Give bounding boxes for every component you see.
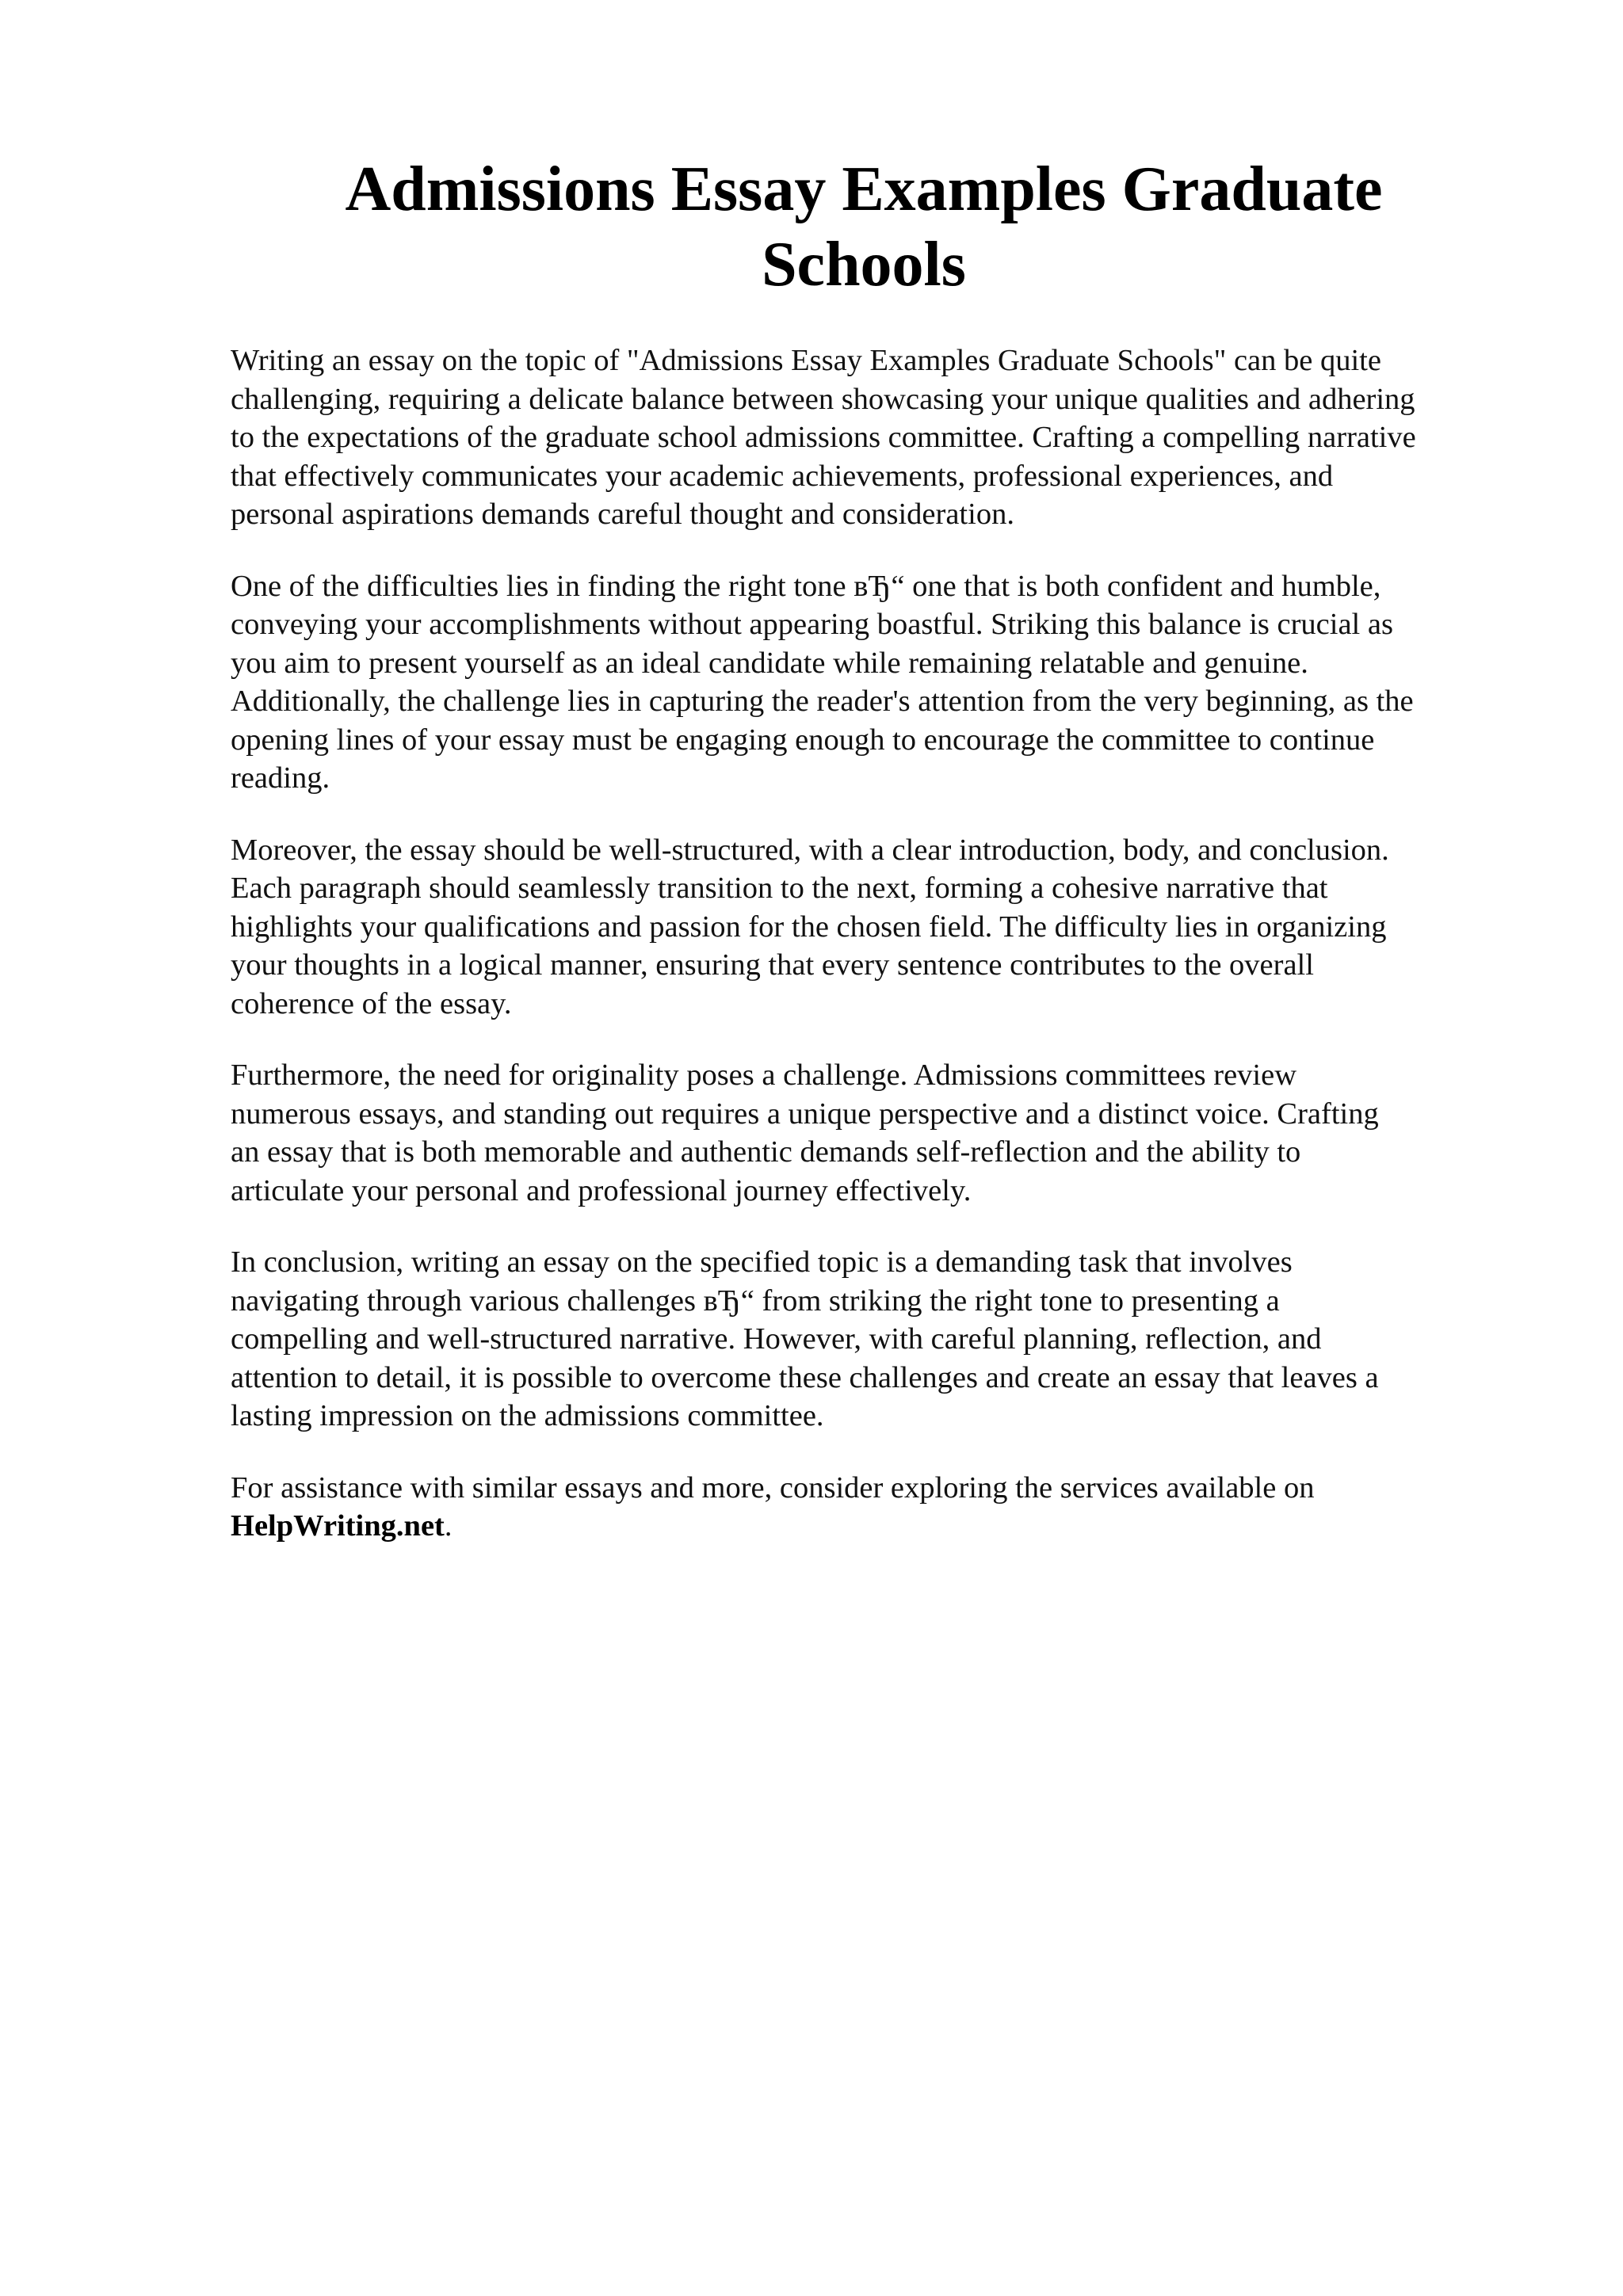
- text-line: One of the difficulties lies in finding the right tone вЂ“ one that is both confident and humble,: [231, 569, 1381, 603]
- essay-body: [231, 341, 1530, 1579]
- text-line: navigating through various challenges вЂ“ from striking the right tone to presenting a: [231, 1283, 1280, 1318]
- text-line: conveying your accomplishments without appearing boastful. Striking this balance is crucial as: [231, 608, 1393, 641]
- title-line: Schools: [762, 230, 966, 299]
- text-line: Writing an essay on the topic of "Admissions Essay Examples Graduate Schools" can be quite: [231, 344, 1381, 377]
- text-line: to the expectations of the graduate school admissions committee. Crafting a compelling narrative: [231, 421, 1416, 454]
- text-line: challenging, requiring a delicate balance between showcasing your unique qualities and adhering: [231, 382, 1415, 416]
- paragraph-conclusion: [231, 1243, 1530, 1436]
- text-line: Furthermore, the need for originality poses a challenge. Admissions committees review: [231, 1058, 1297, 1092]
- text-line: your thoughts in a logical manner, ensuring that every sentence contributes to the overall: [231, 948, 1314, 982]
- text-line: For assistance with similar essays and more, consider exploring the services available on: [231, 1470, 1315, 1505]
- text-line: numerous essays, and standing out requires a unique perspective and a distinct voice. Crafting: [231, 1097, 1379, 1131]
- paragraph-closing: [231, 1469, 1530, 1546]
- text-line: Moreover, the essay should be well-structured, with a clear introduction, body, and conclusion.: [231, 833, 1389, 867]
- closing-period: .: [444, 1509, 453, 1543]
- text-line: highlights your qualifications and passion for the chosen field. The difficulty lies in organizing: [231, 910, 1387, 944]
- title-line: Admissions Essay Examples Graduate: [345, 154, 1383, 224]
- text-line: an essay that is both memorable and authentic demands self-reflection and the ability to: [231, 1135, 1301, 1169]
- paragraph-intro: [231, 341, 1530, 534]
- text-line: personal aspirations demands careful thought and consideration.: [231, 498, 1014, 531]
- text-line: [231, 1507, 1530, 1546]
- text-line: compelling and well-structured narrative. However, with careful planning, reflection, and: [231, 1322, 1322, 1356]
- text-line: Each paragraph should seamlessly transition to the next, forming a cohesive narrative that: [231, 871, 1328, 905]
- paragraph-originality: [231, 1056, 1530, 1210]
- text-line: lasting impression on the admissions committee.: [231, 1399, 824, 1432]
- text-line: In conclusion, writing an essay on the specified topic is a demanding task that involves: [231, 1245, 1293, 1279]
- brand-name: HelpWriting.net: [231, 1509, 445, 1543]
- text-line: that effectively communicates your academic achievements, professional experiences, and: [231, 459, 1334, 493]
- paragraph-structure: [231, 831, 1530, 1024]
- text-line: coherence of the essay.: [231, 986, 512, 1020]
- text-line: Additionally, the challenge lies in capturing the reader's attention from the very beginning, as the: [231, 685, 1414, 718]
- text-line: opening lines of your essay must be engaging enough to encourage the committee to continue: [231, 723, 1375, 757]
- text-line: reading.: [231, 761, 330, 795]
- text-line: you aim to present yourself as an ideal candidate while remaining relatable and genuine.: [231, 646, 1308, 680]
- paragraph-tone: [231, 567, 1530, 798]
- page-title: [230, 152, 1498, 303]
- text-line: articulate your personal and professional journey effectively.: [231, 1173, 972, 1207]
- text-line: attention to detail, it is possible to overcome these challenges and create an essay that leaves a: [231, 1360, 1379, 1394]
